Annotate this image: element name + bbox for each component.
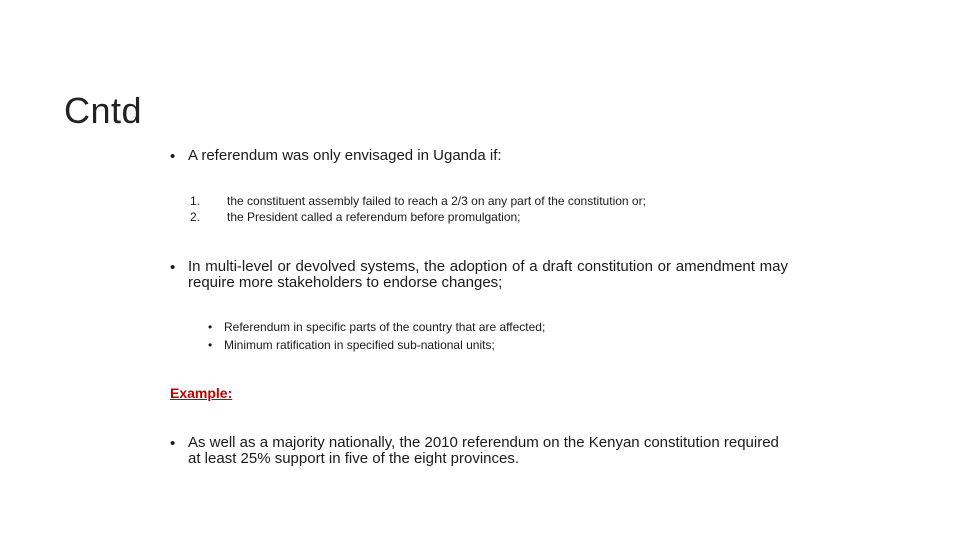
- list-text: the constituent assembly failed to reach a 2/3 on any part of the constitution or;: [227, 194, 646, 208]
- list-item: [190, 193, 750, 209]
- bullet-text: As well as a majority nationally, the 2010 referendum on the Kenyan constitution required at least 25% support in five of the eight provinces.: [188, 434, 779, 467]
- list-item: [190, 209, 750, 225]
- example-label: Example:: [170, 385, 233, 401]
- bullet-marker: •: [170, 259, 176, 276]
- list-item: [208, 336, 728, 354]
- bullet-text: In multi-level or devolved systems, the adoption of a draft constitution or amendment may require more stakeholders to endorse changes;: [188, 258, 788, 291]
- list-number: 1.: [190, 194, 201, 208]
- bullet-marker: •: [208, 338, 213, 352]
- bullet-marker: •: [208, 320, 213, 334]
- bullet-text-before: A referendum was only envisaged in: [188, 147, 434, 164]
- numbered-list: [190, 193, 750, 225]
- list-number: 2.: [190, 210, 201, 224]
- bullet-kenya: [170, 435, 788, 467]
- list-item: [208, 318, 728, 336]
- slide-title: Cntd: [64, 90, 143, 131]
- bullet-marker: •: [170, 148, 176, 165]
- bullet-uganda: [170, 148, 790, 165]
- list-text: Minimum ratification in specified sub-national units;: [224, 338, 495, 352]
- bullet-marker: •: [170, 435, 176, 452]
- list-text: the President called a referendum before promulgation;: [227, 210, 521, 224]
- list-text: Referendum in specific parts of the country that are affected;: [224, 320, 546, 334]
- bullet-text: [188, 148, 502, 164]
- sub-bullet-list: [208, 318, 728, 354]
- bullet-text-after: if:: [485, 147, 502, 164]
- bullet-text-emphasis: Uganda: [433, 147, 486, 164]
- bullet-multilevel: [170, 259, 788, 291]
